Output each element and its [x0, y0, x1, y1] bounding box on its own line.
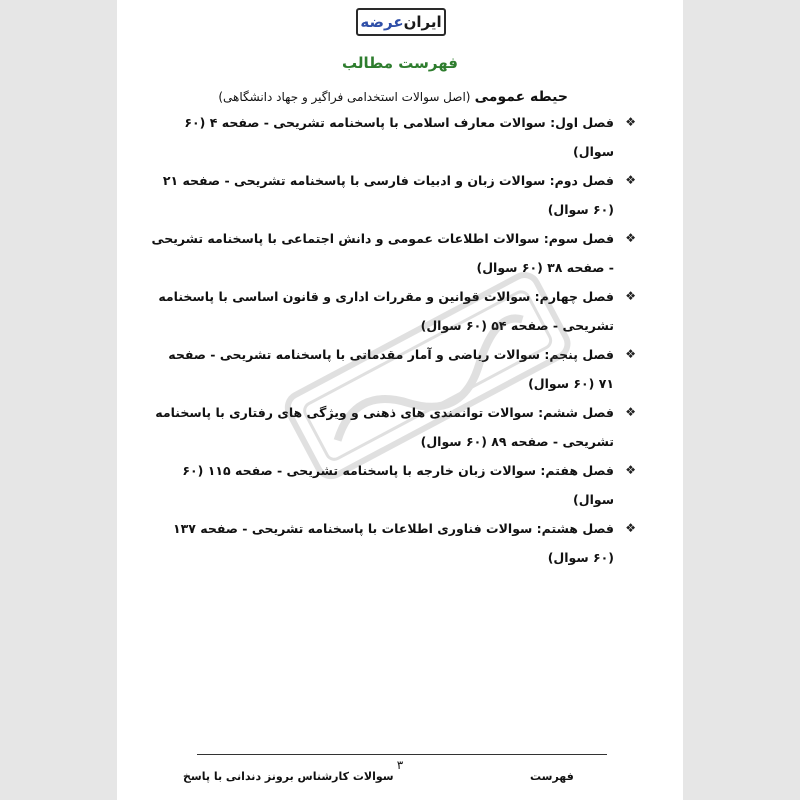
diamond-bullet-icon: ❖	[625, 463, 636, 477]
brand-logo: ایران عرضه	[356, 8, 446, 36]
footer-section-label: فهرست	[530, 770, 574, 783]
diamond-bullet-icon: ❖	[625, 231, 636, 245]
diamond-bullet-icon: ❖	[625, 347, 636, 361]
page-number: ۳	[396, 758, 404, 772]
toc-item-3: ❖ فصل سوم: سوالات اطلاعات عمومی و دانش اجتماعی با پاسخنامه تشریحی - صفحه ۳۸ (۶۰ سوال)	[150, 224, 636, 282]
toc-item-5: ❖ فصل پنجم: سوالات ریاضی و آمار مقدماتی با پاسخنامه تشریحی - صفحه ۷۱ (۶۰ سوال)	[150, 340, 636, 398]
toc-item-7: ❖ فصل هفتم: سوالات زبان خارجه با پاسخنامه تشریحی - صفحه ۱۱۵ (۶۰ سوال)	[150, 456, 636, 514]
section-title: حیطه عمومی	[474, 89, 568, 105]
section-heading	[218, 89, 568, 105]
section-subtitle: (اصل سوالات استخدامی فراگیر و جهاد دانشگاهی)	[218, 90, 471, 104]
toc-item-6: ❖ فصل ششم: سوالات توانمندی های ذهنی و ویژگی های رفتاری با پاسخنامه تشریحی - صفحه ۸۹ (۶۰ سوال)	[150, 398, 636, 456]
toc-item-2: ❖ فصل دوم: سوالات زبان و ادبیات فارسی با پاسخنامه تشریحی - صفحه ۲۱ (۶۰ سوال)	[150, 166, 636, 224]
diamond-bullet-icon: ❖	[625, 521, 636, 535]
diamond-bullet-icon: ❖	[625, 115, 636, 129]
toc-item-1: ❖ فصل اول: سوالات معارف اسلامی با پاسخنامه تشریحی - صفحه ۴ (۶۰ سوال)	[150, 108, 636, 166]
diamond-bullet-icon: ❖	[625, 289, 636, 303]
toc-title: فهرست مطالب	[342, 54, 458, 72]
footer-book-title: سوالات کارشناس برونز دندانی با پاسخ	[183, 770, 394, 783]
toc-item-8: ❖ فصل هشتم: سوالات فناوری اطلاعات با پاسخنامه تشریحی - صفحه ۱۳۷ (۶۰ سوال)	[150, 514, 636, 572]
toc-item-4: ❖ فصل چهارم: سوالات قوانین و مقررات اداری و قانون اساسی با پاسخنامه تشریحی - صفحه ۵۴ (۶۰ سوال)	[150, 282, 636, 340]
footer-divider	[197, 754, 607, 755]
diamond-bullet-icon: ❖	[625, 173, 636, 187]
diamond-bullet-icon: ❖	[625, 405, 636, 419]
